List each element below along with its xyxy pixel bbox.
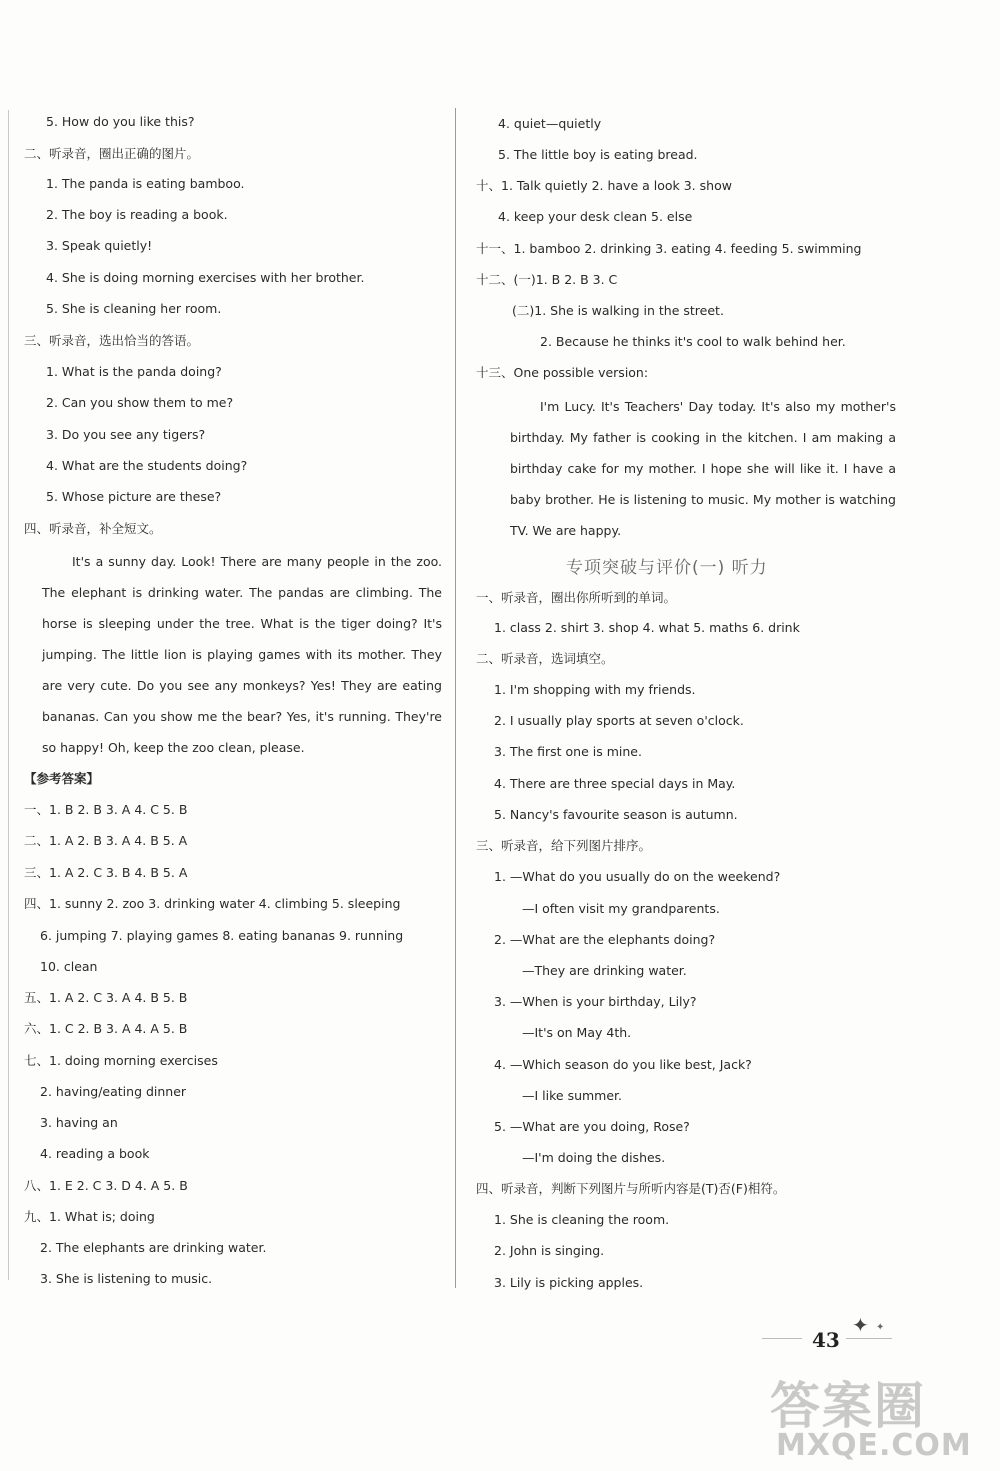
right-line: 2. John is singing. [494, 1243, 605, 1258]
left-line: 2. having/eating dinner [40, 1084, 187, 1099]
left-line: 2. The boy is reading a book. [46, 207, 228, 222]
left-line: 4. What are the students doing? [46, 458, 248, 473]
left-line: 10. clean [40, 959, 98, 974]
right-line: —I'm doing the dishes. [522, 1150, 666, 1165]
left-line: 5. She is cleaning her room. [46, 301, 222, 316]
left-line: 5. Whose picture are these? [46, 489, 222, 504]
footer-rule-right [846, 1338, 892, 1339]
right-line: 十二、(一)1. B 2. B 3. C [476, 272, 618, 287]
left-line: 3. She is listening to music. [40, 1271, 213, 1286]
left-line: 二、听录音，圈出正确的图片。 [24, 146, 200, 161]
left-line: 二、1. A 2. B 3. A 4. B 5. A [24, 833, 188, 848]
right-line: 3. —When is your birthday, Lily? [494, 994, 697, 1009]
left-line: 六、1. C 2. B 3. A 4. A 5. B [24, 1021, 188, 1036]
right-line: 4. quiet—quietly [498, 116, 602, 131]
column-divider [455, 108, 456, 1288]
left-line: 三、1. A 2. C 3. B 4. B 5. A [24, 865, 188, 880]
right-line: 5. The little boy is eating bread. [498, 147, 698, 162]
footer-rule-left [762, 1338, 802, 1339]
right-line: 1. I'm shopping with my friends. [494, 682, 696, 697]
left-line: 3. Speak quietly! [46, 238, 153, 253]
right-line: 3. The first one is mine. [494, 744, 642, 759]
page-number: 43 [812, 1328, 840, 1352]
left-line: 6. jumping 7. playing games 8. eating bananas 9. running [40, 928, 404, 943]
right-line: 一、听录音，圈出你所听到的单词。 [476, 590, 677, 605]
right-line: 4. —Which season do you like best, Jack? [494, 1057, 752, 1072]
left-line: 2. The elephants are drinking water. [40, 1240, 267, 1255]
right-line: 二、听录音，选词填空。 [476, 651, 614, 666]
right-line: 十、1. Talk quietly 2. have a look 3. show [476, 178, 732, 193]
watermark-logo: 答案圈 [770, 1377, 926, 1435]
left-line: 四、听录音，补全短文。 [24, 521, 162, 536]
left-line: 4. She is doing morning exercises with her brother. [46, 270, 365, 285]
left-margin-rule [8, 110, 9, 1280]
left-line: 七、1. doing morning exercises [24, 1053, 218, 1068]
left-line: 五、1. A 2. C 3. A 4. B 5. B [24, 990, 188, 1005]
star-icon: ✦ [852, 1313, 869, 1337]
right-line: —I often visit my grandparents. [522, 901, 720, 916]
right-line: —They are drinking water. [522, 963, 687, 978]
right-line: 1. class 2. shirt 3. shop 4. what 5. maths 6. drink [494, 620, 800, 635]
left-line: 2. Can you show them to me? [46, 395, 234, 410]
right-line: 十三、One possible version: [476, 365, 649, 380]
right-line: —It's on May 4th. [522, 1025, 632, 1040]
right-line: 三、听录音，给下列图片排序。 [476, 838, 652, 853]
right-line: 5. —What are you doing, Rose? [494, 1119, 690, 1134]
right-line: 2. —What are the elephants doing? [494, 932, 716, 947]
left-line: 【参考答案】 [24, 771, 100, 786]
left-line: 一、1. B 2. B 3. A 4. C 5. B [24, 802, 188, 817]
left-line: 3. Do you see any tigers? [46, 427, 206, 442]
right-line: 2. I usually play sports at seven o'clock. [494, 713, 744, 728]
left-line: 3. having an [40, 1115, 118, 1130]
left-line: 5. How do you like this? [46, 114, 195, 129]
right-line: 四、听录音，判断下列图片与所听内容是(T)否(F)相符。 [476, 1181, 786, 1196]
right-line: 1. —What do you usually do on the weekend? [494, 869, 781, 884]
left-line: 4. reading a book [40, 1146, 150, 1161]
left-line: 四、1. sunny 2. zoo 3. drinking water 4. climbing 5. sleeping [24, 896, 401, 911]
small-star-icon: ✦ [876, 1322, 885, 1333]
right-line: 5. Nancy's favourite season is autumn. [494, 807, 738, 822]
left-passage: It's a sunny day. Look! There are many people in the zoo. The elephant is drinking water. The pandas are climbing. The horse is sleeping under the tree. What is the tiger doing? It's jumping. The little lion is playing games with its mother. They are very cute. Do you see any monkeys? Yes! They are eating bananas. Can you show me the bear? Yes, it's running. They're so happy! Oh, keep the zoo clean, please. [42, 554, 442, 755]
left-line: 1. What is the panda doing? [46, 364, 222, 379]
right-line: 4. There are three special days in May. [494, 776, 736, 791]
right-line: 4. keep your desk clean 5. else [498, 209, 693, 224]
right-line: (二)1. She is walking in the street. [512, 303, 724, 318]
right-passage: I'm Lucy. It's Teachers' Day today. It's also my mother's birthday. My father is cooking in the kitchen. I am making a birthday cake for my mother. I hope she will like it. I have a baby brother. He is listening to music. My mother is watching TV. We are happy. [510, 399, 896, 538]
right-line: 2. Because he thinks it's cool to walk behind her. [540, 334, 846, 349]
left-line: 九、1. What is; doing [24, 1209, 155, 1224]
right-line: 1. She is cleaning the room. [494, 1212, 670, 1227]
left-line: 1. The panda is eating bamboo. [46, 176, 245, 191]
section-title: 专项突破与评价(一) 听力 [566, 558, 768, 578]
watermark-url: MXQE.COM [776, 1428, 972, 1463]
left-line: 三、听录音，选出恰当的答语。 [24, 333, 200, 348]
right-line: 3. Lily is picking apples. [494, 1275, 644, 1290]
right-line: —I like summer. [522, 1088, 623, 1103]
left-line: 八、1. E 2. C 3. D 4. A 5. B [24, 1178, 188, 1193]
right-line: 十一、1. bamboo 2. drinking 3. eating 4. feeding 5. swimming [476, 241, 862, 256]
watermark [740, 1360, 1000, 1471]
